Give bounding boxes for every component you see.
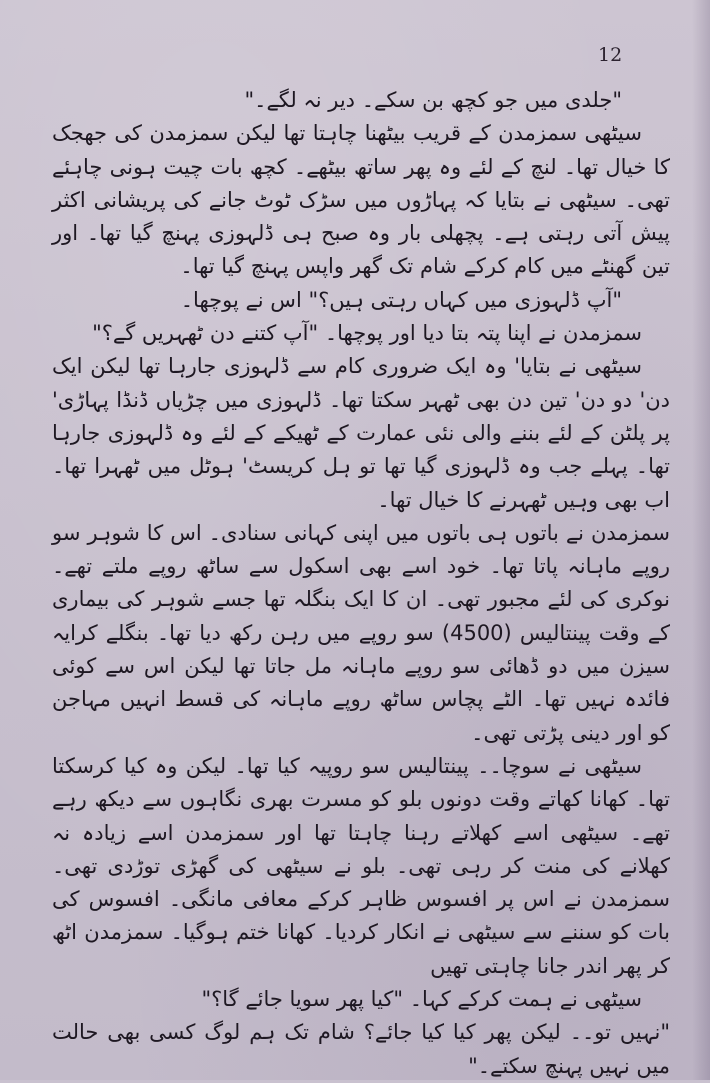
paragraph: سیٹھی نے ہمت کرکے کہا۔ "کیا پھر سویا جائے گا؟" [201,987,642,1012]
paragraph: "جلدی میں جو کچھ بن سکے۔ دیر نہ لگے۔" [244,88,622,112]
body-text [52,84,670,1083]
page-number: 12 [598,44,623,66]
paragraph: سیٹھی نے بتایا' وہ ایک ضروری کام سے ڈلہوزی جارہا تھا لیکن ایک دن' دو دن' تین دن بھی ٹھہر سکتا تھا۔ ڈلہوزی میں چڑیاں ڈنڈا پہاڑی' پر پلٹن کے لئے بننے والی نئی عمارت کے ٹھیکے کے لئے وہ ڈلہوزی جارہا تھا۔ پہلے جب وہ ڈلہوزی گیا تھا تو ہل کریسٹ' ہوٹل میں ٹھہرا تھا۔ اب بھی وہیں ٹھہرنے کا خیال تھا۔ [52,354,670,512]
paragraph: "آپ ڈلہوزی میں کہاں رہتی ہیں؟" اس نے پوچھا۔ [180,287,622,312]
paragraph: سمزمدن نے باتوں ہی باتوں میں اپنی کہانی سنادی۔ اس کا شوہر سو روپے ماہانہ پاتا تھا۔ خود اسے بھی اسکول سے ساٹھ روپے ملتے تھے۔ نوکری کی لئے مجبور تھی۔ ان کا ایک بنگلہ تھا جسے شوہر کی بیماری کے وقت پینتالیس (4500) سو روپے میں رہن رکھ دیا تھا۔ بنگلے کرایہ سیزن میں دو ڈھائی سو روپے ماہانہ مل جاتا تھا لیکن اس سے کوئی فائدہ نہیں تھا۔ الٹے پچاس ساٹھ روپے ماہانہ کی قسط انہیں مہاجن کو اور دینی پڑتی تھی۔ [52,520,670,745]
paragraph: سیٹھی سمزمدن کے قریب بیٹھنا چاہتا تھا لیکن سمزمدن کی جھجک کا خیال تھا۔ لنچ کے لئے وہ پھر ساتھ بیٹھے۔ کچھ بات چیت ہونی چاہئے تھی۔ سیٹھی نے بتایا کہ پہاڑوں میں سڑک ٹوٹ جانے کی پریشانی اکثر پیش آتی رہتی ہے۔ پچھلی بار وہ صبح ہی ڈلہوزی پہنچ گیا تھا۔ اور تین گھنٹے میں کام کرکے شام تک گھر واپس پہنچ گیا تھا۔ [52,121,670,279]
page-edge-shadow [692,0,710,1080]
paragraph: سمزمدن نے اپنا پتہ بتا دیا اور پوچھا۔ "آپ کتنے دن ٹھہریں گے؟" [92,321,642,346]
paragraph: سیٹھی نے سوچا۔۔ پینتالیس سو روپیہ کیا تھا۔ لیکن وہ کیا کرسکتا تھا۔ کھانا کھاتے وقت دونوں بلو کو مسرت بھری نگاہوں سے دیکھ رہے تھے۔ سیٹھی اسے کھلاتے رہنا چاہتا تھا اور سمزمدن اسے زیادہ نہ کھلانے کی منت کر رہی تھی۔ بلو نے سیٹھی کی گھڑی توڑدی تھی۔ سمزمدن نے اس پر افسوس ظاہر کرکے معافی مانگی۔ افسوس کی بات کو سننے سے سیٹھی نے انکار کردیا۔ کھانا ختم ہوگیا۔ سمزمدن اٹھ کر پھر اندر جانا چاہتی تھیں [52,753,670,978]
paragraph: "نہیں تو۔۔ لیکن پھر کیا کیا جائے؟ شام تک ہم لوگ کسی بھی حالت میں نہیں پہنچ سکتے۔" [52,1020,670,1078]
